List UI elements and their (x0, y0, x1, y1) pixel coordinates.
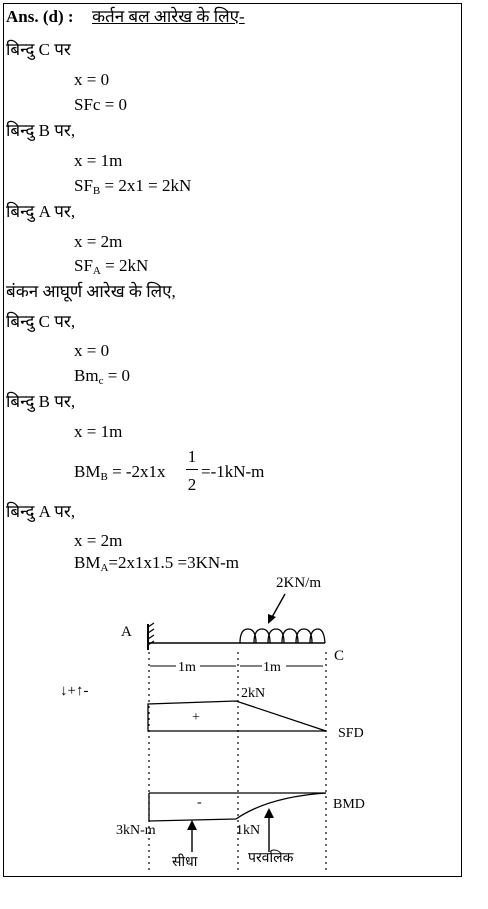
bm-point-a-label: बिन्दु A पर, (6, 502, 76, 521)
sfd-value-2kn: 2kN (241, 686, 266, 701)
bm-point-c-value: $Bm_c = 0$ (74, 366, 131, 387)
load-label: 2KN/m (276, 575, 321, 591)
sf-point-b-x: x = 1m (74, 151, 123, 170)
parabolic-arrow-head (264, 808, 274, 818)
sf-point-c-value: SFc = 0 (74, 95, 128, 114)
sign-convention: ↓+↑- (60, 683, 89, 699)
span1-label: 1m (178, 660, 196, 675)
bm-point-b-value-left: $BM_B = -2x1x$ (74, 462, 166, 483)
straight-label: सीधा (172, 855, 198, 870)
udl-load-icon (240, 629, 325, 643)
point-a-label: A (121, 624, 132, 640)
bm-heading: बंकन आघूर्ण आरेख के लिए, (6, 282, 176, 301)
sf-point-b-value: $SF_B = 2x1 = 2kN$ (74, 176, 192, 197)
bm-value-a: 3kN-m (116, 823, 156, 838)
sfd-label: SFD (338, 726, 364, 741)
load-arrow-head (268, 614, 276, 624)
answer-prefix: Ans. (d) : (6, 7, 74, 26)
sf-point-c-label: बिन्दु C पर (6, 40, 71, 59)
bm-value-b: 1kN (236, 823, 261, 838)
sf-point-c-x: x = 0 (74, 70, 110, 89)
bmd-sign: - (197, 795, 202, 810)
point-c-label: C (334, 648, 345, 664)
bm-point-a-value: $BM_A=2x1x1.5 =3KN-m$ (74, 553, 240, 574)
sfd-sign: + (192, 710, 200, 725)
load-arrow (271, 594, 285, 619)
straight-arrow-head (187, 820, 197, 830)
bm-point-c-x: x = 0 (74, 341, 110, 360)
bm-point-b-label: बिन्दु B पर, (6, 392, 76, 411)
sf-point-a-label: बिन्दु A पर, (6, 202, 76, 221)
bm-point-b-x: x = 1m (74, 422, 123, 441)
answer-title: कर्तन बल आरेख के लिए- (92, 7, 245, 26)
bm-point-b-value-right: =-1kN-m (201, 462, 265, 481)
sfd-shape (148, 701, 326, 731)
sf-point-a-value: $SF_A = 2kN$ (74, 256, 149, 277)
bm-b-fraction-denominator: 2 (187, 475, 197, 494)
sf-point-b-label: बिन्दु B पर, (6, 121, 76, 140)
bm-point-c-label: बिन्दु C पर, (6, 312, 76, 331)
bm-b-fraction-numerator: 1 (187, 447, 197, 466)
bmd-label: BMD (333, 797, 365, 812)
span2-label: 1m (263, 660, 281, 675)
sf-point-a-x: x = 2m (74, 232, 123, 251)
parabolic-label: परवलिक (248, 851, 294, 866)
bm-point-a-x: x = 2m (74, 531, 123, 550)
